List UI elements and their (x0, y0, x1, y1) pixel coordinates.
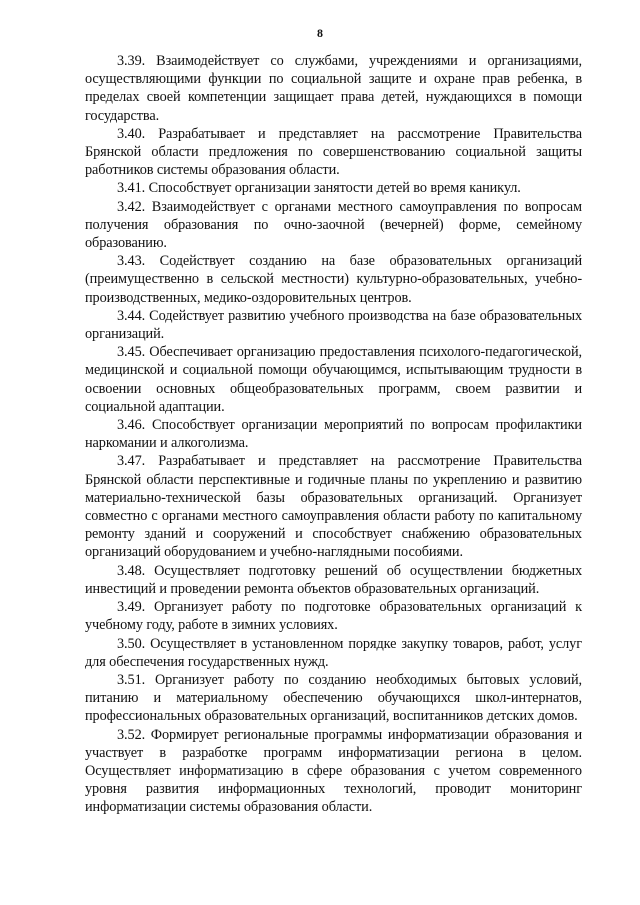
paragraph-3-42: 3.42. Взаимодействует с органами местного самоуправления по вопросам получения образования по очно-заочной (вечерней) форме, семейному образованию. (85, 198, 582, 252)
paragraph-3-49: 3.49. Организует работу по подготовке образовательных организаций к учебному году, работе в зимних условиях. (85, 599, 582, 634)
document-body (85, 52, 582, 817)
paragraph-3-40: 3.40. Разрабатывает и представляет на рассмотрение Правительства Брянской области предложения по совершенствованию социальной защиты работников системы образования области. (85, 125, 582, 179)
paragraph-3-47: 3.47. Разрабатывает и представляет на рассмотрение Правительства Брянской области перспективные и годичные планы по укреплению и развитию материально-технической базы образовательных организаций. Организует совместно с органами местного самоуправления области работу по капитальному ремонту зданий и сооружений и способствует снабжению образовательных организаций оборудованием и учебно-наглядными пособиями. (85, 453, 582, 561)
paragraph-3-48: 3.48. Осуществляет подготовку решений об осуществлении бюджетных инвестиций и проведении ремонта объектов образовательных организаций. (85, 562, 582, 597)
paragraph-3-52: 3.52. Формирует региональные программы информатизации образования и участвует в разработке программ информатизации региона в целом. Осуществляет информатизацию в сфере образования с учетом современного уровня развития информационных технологий, проводит мониторинг информатизации системы образования области. (85, 726, 582, 816)
paragraph-3-44: 3.44. Содействует развитию учебного производства на базе образовательных организаций. (85, 307, 582, 343)
paragraph-3-45: 3.45. Обеспечивает организацию предоставления психолого-педагогической, медицинской и социальной помощи обучающимся, испытывающим трудности в освоении основных общеобразовательных программ, своем развитии и социальной адаптации. (85, 344, 582, 415)
page-number: 8 (317, 26, 323, 40)
paragraph-3-46: 3.46. Способствует организации мероприятий по вопросам профилактики наркомании и алкоголизма. (85, 417, 582, 452)
paragraph-3-39: 3.39. Взаимодействует со службами, учреждениями и организациями, осуществляющими функции по социальной защите и охране прав ребенка, в пределах своей компетенции защищает права детей, нуждающихся в помощи государства. (85, 53, 582, 124)
paragraph-3-43: 3.43. Содействует созданию на базе образовательных организаций (преимущественно в сельской местности) культурно-образовательных, учебно-производственных, медико-оздоровительных центров. (85, 253, 582, 306)
paragraph-3-51: 3.51. Организует работу по созданию необходимых бытовых условий, питанию и материальному обеспечению обучающихся школ-интернатов, профессиональных образовательных организаций, воспитанников детских домов. (85, 671, 582, 725)
paragraph-3-50: 3.50. Осуществляет в установленном порядке закупку товаров, работ, услуг для обеспечения государственных нужд. (85, 635, 582, 670)
paragraph-3-41: 3.41. Способствует организации занятости детей во время каникул. (117, 180, 521, 197)
